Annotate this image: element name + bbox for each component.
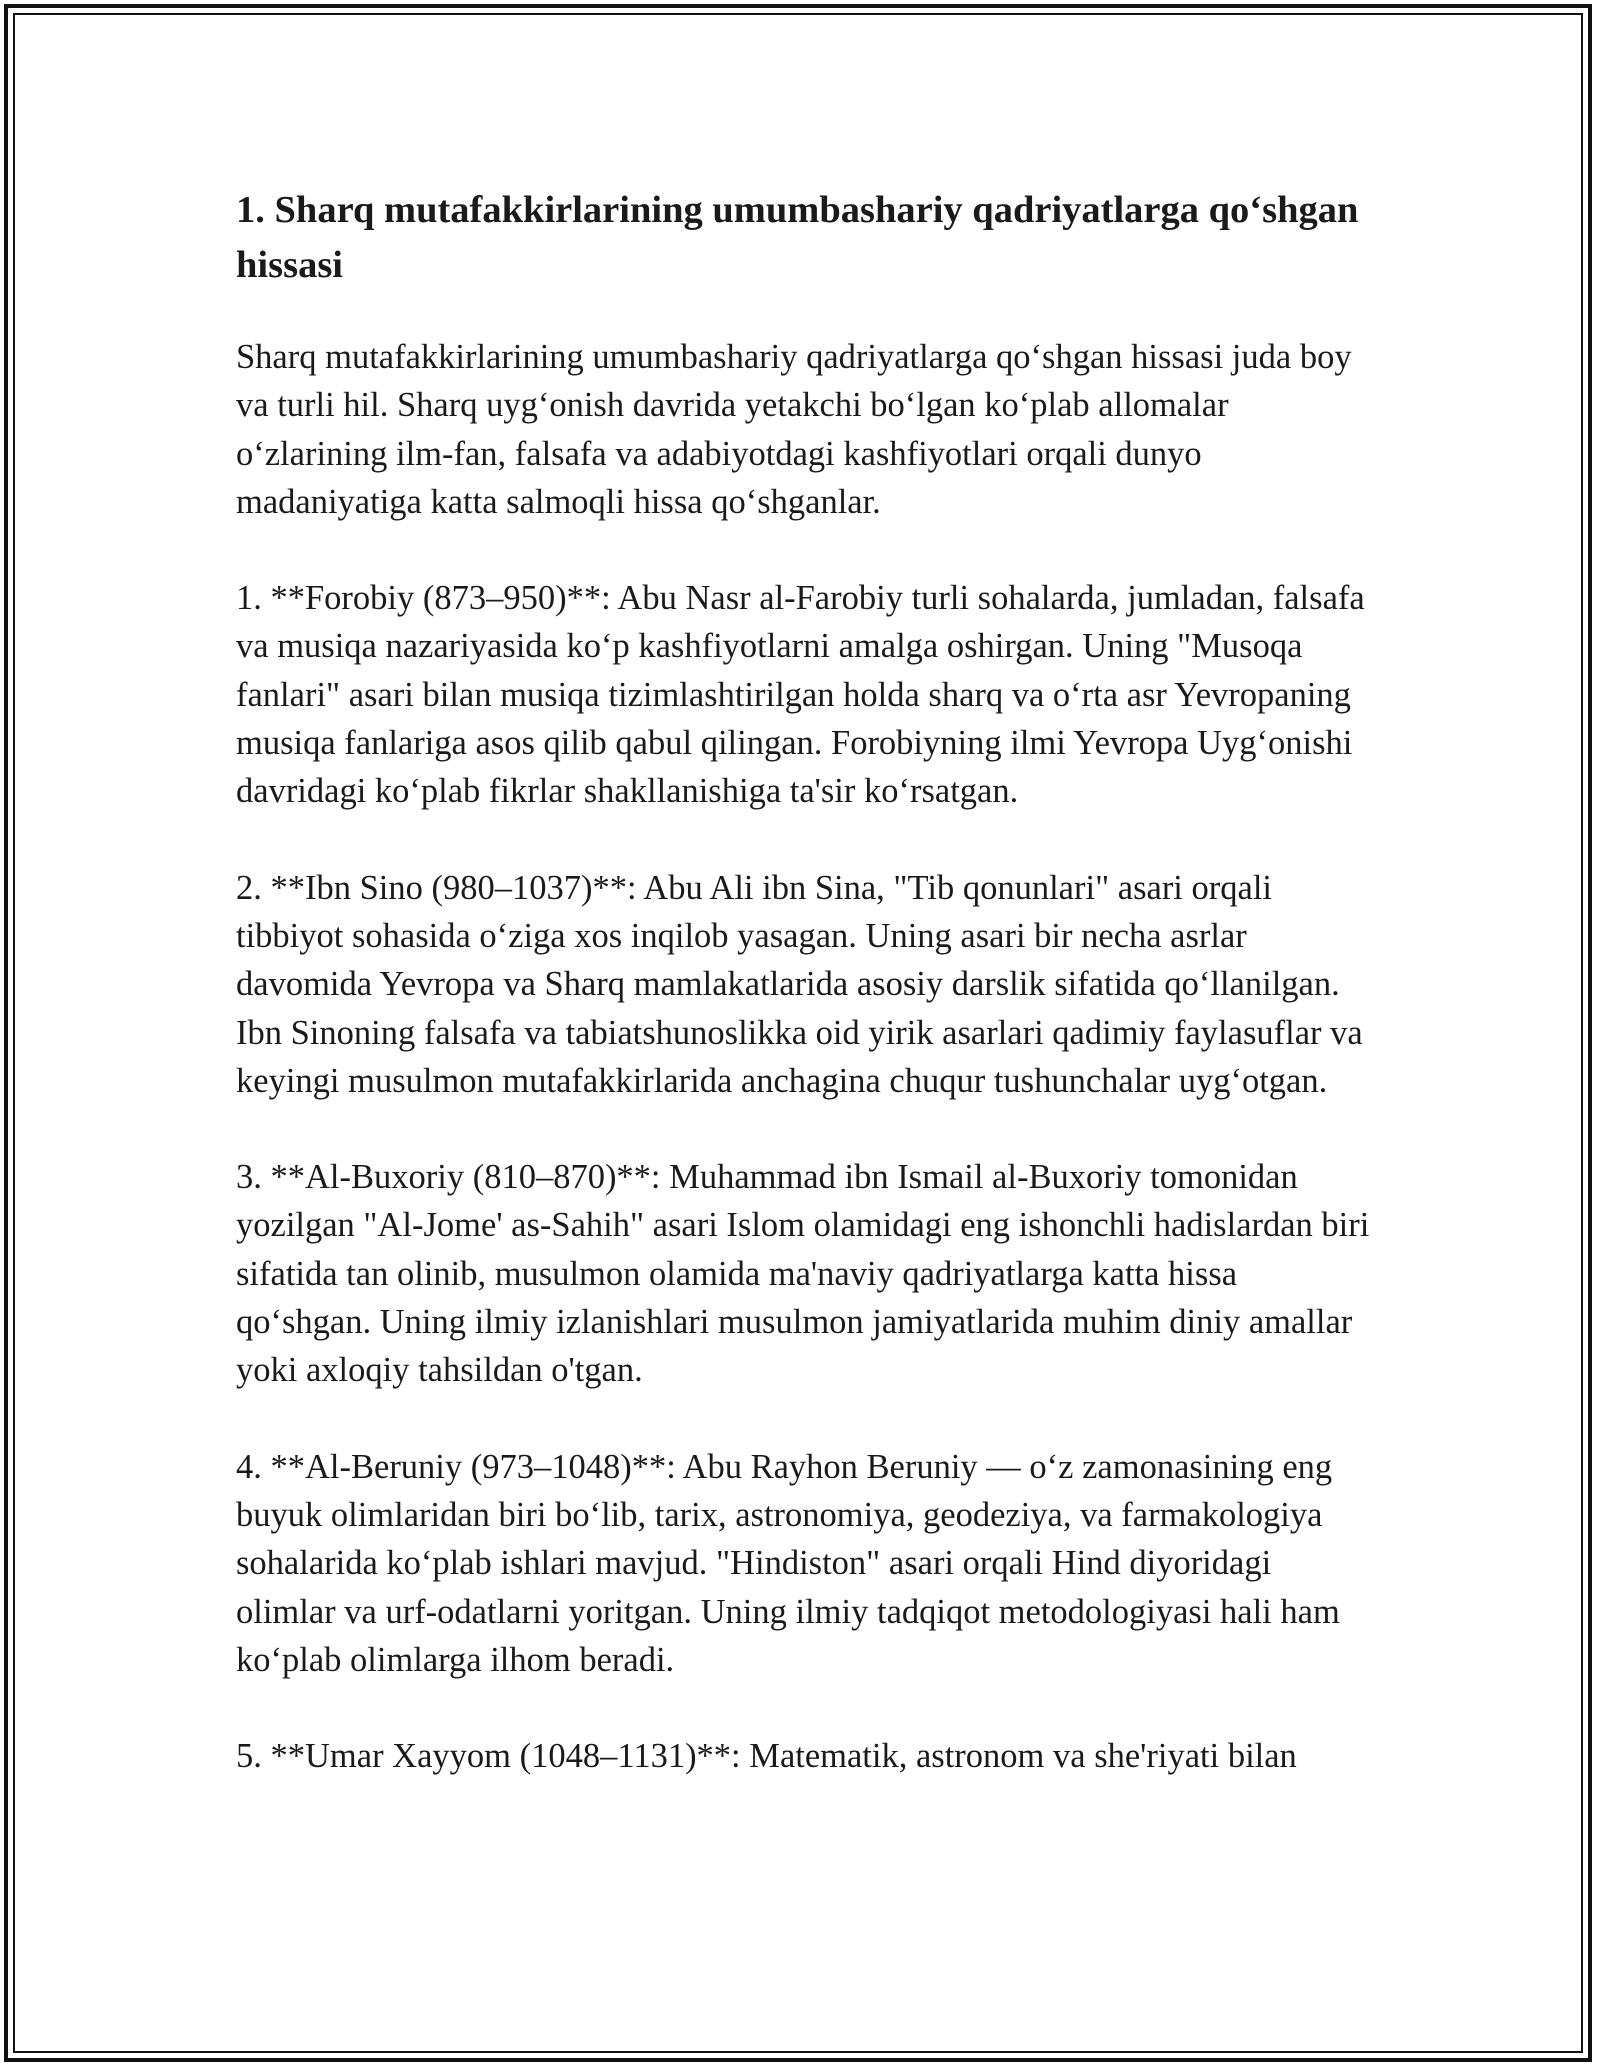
page-title: 1. Sharq mutafakkirlarining umumbashariy qadriyatlarga qo‘shgan hissasi (236, 189, 1359, 286)
paragraph-forobiy: 1. **Forobiy (873–950)**: Abu Nasr al-Farobiy turli sohalarda, jumladan, falsafa va musiqa nazariyasida ko‘p kashfiyotlarni amalga oshirgan. Uning "Musoqa fanlari" asari bilan musiqa tizimlashtirilgan holda sharq va o‘rta asr Yevropaning musiqa fanlariga asos qilib qabul qilingan. Forobiyning ilmi Yevropa Uyg‘onishi davridagi ko‘plab fikrlar shakllanishiga ta'sir ko‘rsatgan. (236, 579, 1365, 811)
paragraph-al-buxoriy: 3. **Al-Buxoriy (810–870)**: Muhammad ibn Ismail al-Buxoriy tomonidan yozilgan "Al-Jome' as-Sahih" asari Islom olamidagi eng ishonchli hadislardan biri sifatida tan olinib, musulmon olamida ma'naviy qadriyatlarga katta hissa qo‘shgan. Uning ilmiy izlanishlari musulmon jamiyatlarida muhim diniy amallar yoki axloqiy tahsildan o'tgan. (236, 1158, 1370, 1390)
paragraph-ibn-sino: 2. **Ibn Sino (980–1037)**: Abu Ali ibn Sina, "Tib qonunlari" asari orqali tibbiyot sohasida o‘ziga xos inqilob yasagan. Uning asari bir necha asrlar davomida Yevropa va Sharq mamlakatlarida asosiy darslik sifatida qo‘llanilgan. Ibn Sinoning falsafa va tabiatshunoslikka oid yirik asarlari qadimiy faylasuflar va keyingi musulmon mutafakkirlarida anchagina chuqur tushunchalar uyg‘otgan. (236, 868, 1363, 1100)
paragraph-al-beruniy: 4. **Al-Beruniy (973–1048)**: Abu Rayhon Beruniy — o‘z zamonasining eng buyuk olimlaridan biri bo‘lib, tarix, astronomiya, geodeziya, va farmakologiya sohalarida ko‘plab ishlari mavjud. "Hindiston" asari orqali Hind diyoridagi olimlar va urf-odatlarni yoritgan. Uning ilmiy tadqiqot metodologiyasi hali ham ko‘plab olimlarga ilhom beradi. (236, 1447, 1340, 1679)
document-body (236, 183, 1376, 1828)
intro-paragraph: Sharq mutafakkirlarining umumbashariy qadriyatlarga qo‘shgan hissasi juda boy va turli hil. Sharq uyg‘onish davrida yetakchi bo‘lgan ko‘plab allomalar o‘zlarining ilm-fan, falsafa va adabiyotdagi kashfiyotlari orqali dunyo madaniyatiga katta salmoqli hissa qo‘shganlar. (236, 338, 1352, 521)
paragraph-umar-xayyom: 5. **Umar Xayyom (1048–1131)**: Matematik, astronom va she'riyati bilan (236, 1737, 1297, 1776)
